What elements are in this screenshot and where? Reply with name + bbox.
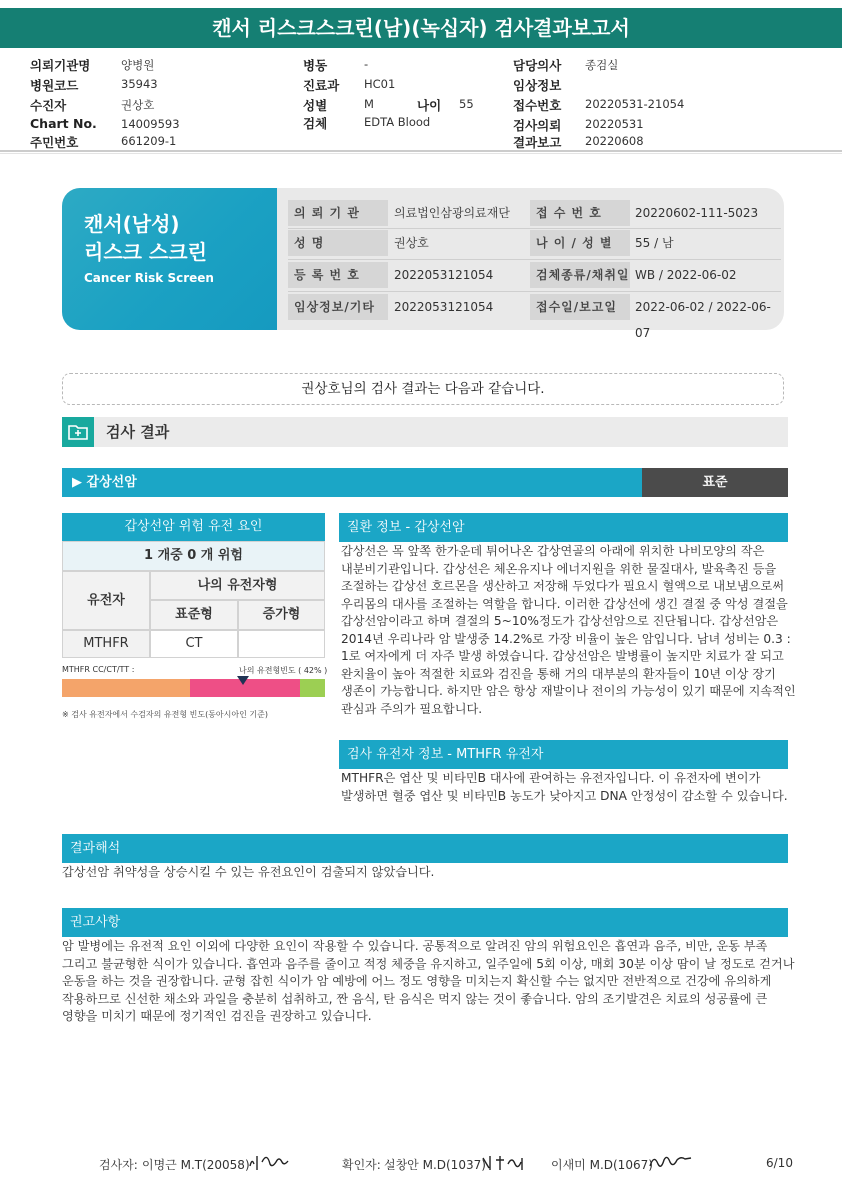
disease-info-line: 2014년 우리나라 암 발생중 14.2%로 가장 비율이 높은 암입니다. 남녀 성비는 0.3 : xyxy=(341,631,791,646)
card-value-age-sex: 55 / 남 xyxy=(635,236,674,250)
ward-value: - xyxy=(364,57,369,71)
disease-info-line: 완치율이 높아 적절한 치료와 검진을 통해 거의 대부분의 환자들이 10년 이상 장기 xyxy=(341,666,776,681)
report-title: 캔서 리스크스크린(남)(녹십자) 검사결과보고서 xyxy=(0,8,842,48)
card-label-dates: 접수일/보고일 xyxy=(530,294,630,320)
recommendation-line: 암 발병에는 유전적 요인 이외에 다양한 요인이 작용할 수 있습니다. 공통적으로 알려진 암의 위험요인은 흡연과 음주, 비만, 운동 부족 xyxy=(62,939,768,953)
gene-info-header: 검사 유전자 정보 - MTHFR 유전자 xyxy=(339,740,788,769)
disease-info-line: 우리몸의 대사를 조절하는 역할을 합니다. 이러한 갑상선에 생긴 결절 중 악성 결절을 xyxy=(341,596,788,611)
disease-info-line: 내분비기관입니다. 갑상선은 체온유지나 에너지원을 위한 물질대사, 발육촉진 등을 xyxy=(341,561,777,576)
card-subtitle: Cancer Risk Screen xyxy=(84,271,214,285)
chart-value: 14009593 xyxy=(121,117,180,131)
doctor-value: 종검실 xyxy=(585,58,619,72)
gene-info-text xyxy=(341,770,788,805)
section-header xyxy=(62,417,788,447)
confirmer-2-name: 이새미 M.D(1067) xyxy=(551,1158,653,1172)
card-value-name: 권상호 xyxy=(394,236,429,250)
age-label: 나이 xyxy=(417,98,442,113)
freq-marker-icon xyxy=(237,676,249,685)
page-number: 6/10 xyxy=(766,1156,793,1170)
chart-label: Chart No. xyxy=(30,116,97,131)
report-date-value: 20220608 xyxy=(585,134,644,148)
confirmer-2-signature xyxy=(648,1150,694,1172)
frequency-note: ※ 검사 유전자에서 수검자의 유전형 빈도(동아시아인 기준) xyxy=(62,710,268,719)
recommendation-line: 영향을 미치기 때문에 정기적인 검진을 권장하고 있습니다. xyxy=(62,1009,372,1023)
card-label-specimen: 검체종류/채취일 xyxy=(530,262,630,288)
ward-label: 병동 xyxy=(303,58,328,73)
recommendation-line: 그리고 불균형한 식이가 있습니다. 흡연과 음주를 줄이고 적정 체중을 유지하고, 일주일에 5회 이상, 매회 30분 이상 땀이 날 정도로 걷거나 xyxy=(62,956,795,971)
clinical-label: 임상정보 xyxy=(513,78,562,93)
specimen-value: EDTA Blood xyxy=(364,115,431,129)
card-label-inst: 의 뢰 기 관 xyxy=(288,200,388,226)
gene-table-title: 갑상선암 위험 유전 요인 xyxy=(62,513,325,541)
result-notice: 권상호님의 검사 결과는 다음과 같습니다. xyxy=(62,373,784,405)
card-value-clinical: 2022053121054 xyxy=(394,300,494,314)
tester-signature xyxy=(246,1150,290,1174)
meta-divider xyxy=(0,150,842,152)
patient-label: 수진자 xyxy=(30,98,67,113)
patient-value: 권상호 xyxy=(121,98,155,112)
sex-label: 성별 xyxy=(303,98,328,113)
disease-info-line: 생존이 가능합니다. 하지만 암은 항상 재발이나 전이의 가능성이 있기 때문에 지속적인 xyxy=(341,684,796,698)
card-row-line xyxy=(288,259,781,260)
dept-label: 진료과 xyxy=(303,78,340,93)
freq-genotypes-label: MTHFR CC/CT/TT : xyxy=(62,665,135,674)
sex-value: M xyxy=(364,97,374,111)
freq-marker-label: 나의 유전형빈도 ( 42% ) xyxy=(239,666,328,675)
gene-info-line: MTHFR은 엽산 및 비타민B 대사에 관여하는 유전자입니다. 이 유전자에 변이가 xyxy=(341,771,761,785)
gene-name-cell: MTHFR xyxy=(62,630,150,658)
meta-divider-thin xyxy=(0,153,842,154)
genotype-frequency-bar xyxy=(62,679,325,697)
inst-value: 양병원 xyxy=(121,58,155,72)
receipt-value: 20220531-21054 xyxy=(585,97,685,111)
code-label: 병원코드 xyxy=(30,78,79,93)
gene-table-summary: 1 개중 0 개 위험 xyxy=(62,541,325,571)
card-value-inst: 의료법인삼광의료재단 xyxy=(394,206,510,220)
card-row-line xyxy=(288,291,781,292)
card-brand xyxy=(62,188,277,330)
freq-segment-tt xyxy=(300,679,325,697)
card-label-clinical: 임상정보/기타 xyxy=(288,294,388,320)
dept-value: HC01 xyxy=(364,77,396,91)
request-value: 20220531 xyxy=(585,117,644,131)
confirmer-1-signature xyxy=(480,1150,530,1174)
disease-info-header: 질환 정보 - 갑상선암 xyxy=(339,513,788,542)
interpretation-header: 결과해석 xyxy=(62,834,788,863)
disease-info-text xyxy=(341,543,796,718)
card-label-name: 성 명 xyxy=(288,230,388,256)
card-value-specimen: WB / 2022-06-02 xyxy=(635,268,737,282)
tester-label: 검사자: xyxy=(99,1158,138,1172)
disease-info-line: 갑상선은 목 앞쪽 한가운데 튀어나온 갑상연골의 아래에 위치한 나비모양의 작은 xyxy=(341,544,765,558)
card-label-reg: 등 록 번 호 xyxy=(288,262,388,288)
card-label-age-sex: 나 이 / 성 별 xyxy=(530,230,630,256)
disease-info-line: 1로 여자에게 더 자주 발생 하였습니다. 갑상선암은 발병률이 높지만 치료가 잘 되고 xyxy=(341,649,784,663)
age-value: 55 xyxy=(459,97,474,111)
disease-info-line: 갑상선암이라고 하며 결절의 5~10%정도가 갑상선암으로 진단됩니다. 갑상선암은 xyxy=(341,614,779,628)
recommendation-line: 작용하므로 신선한 채소와 과일을 충분히 섭취하고, 짠 음식, 탄 음식은 먹지 않는 것이 좋습니다. 암의 조기발견은 치료의 성공률에 큰 xyxy=(62,991,768,1006)
receipt-label: 접수번호 xyxy=(513,98,562,113)
gene-col-header: 유전자 xyxy=(62,571,150,630)
increased-type-header: 증가형 xyxy=(238,600,325,630)
card-title-2: 리스크 스크린 xyxy=(84,240,207,264)
rrn-value: 661209-1 xyxy=(121,134,177,148)
report-date-label: 결과보고 xyxy=(513,135,562,150)
freq-segment-cc xyxy=(62,679,190,697)
confirmer-1-name: 설창안 M.D(1037) xyxy=(384,1158,486,1172)
card-value-reg: 2022053121054 xyxy=(394,268,494,282)
folder-plus-icon xyxy=(62,417,94,447)
inst-label: 의뢰기관명 xyxy=(30,58,91,73)
section-title: 검사 결과 xyxy=(106,423,170,441)
disease-info-line: 관심과 주의가 필요합니다. xyxy=(341,701,483,716)
card-value-dates: 2022-06-02 / 2022-06-07 xyxy=(635,300,771,340)
gene-info-line: 발생하면 혈중 엽산 및 비타민B 농도가 낮아지고 DNA 안정성이 감소할 수 있습니다. xyxy=(341,788,788,803)
disease-info-line: 조절하는 갑상선 호르몬을 생산하고 저장해 두었다가 필요시 혈액으로 내보냄으로써 xyxy=(341,579,785,593)
specimen-label: 검체 xyxy=(303,116,328,131)
card-title-1: 캔서(남성) xyxy=(84,212,180,236)
card-label-receipt: 접 수 번 호 xyxy=(530,200,630,226)
disease-status-badge: 표준 xyxy=(642,468,788,497)
recommendation-header: 권고사항 xyxy=(62,908,788,937)
card-value-receipt: 20220602-111-5023 xyxy=(635,206,759,220)
code-value: 35943 xyxy=(121,77,158,91)
increased-genotype-cell xyxy=(238,630,325,658)
tester-name: 이명근 M.T(20058) xyxy=(142,1158,250,1172)
doctor-label: 담당의사 xyxy=(513,58,562,73)
interpretation-text: 갑상선암 취약성을 상승시킬 수 있는 유전요인이 검출되지 않았습니다. xyxy=(62,865,435,879)
recommendation-line: 운동을 하는 것을 권장합니다. 균형 잡힌 식이가 암 예방에 어느 정도 영향을 미치는지 확신할 수는 없지만 전반적으로 건강에 유의하게 xyxy=(62,974,772,988)
my-genotype-header: 나의 유전자형 xyxy=(150,571,325,600)
report-meta xyxy=(0,56,842,150)
standard-genotype-cell: CT xyxy=(150,630,238,658)
recommendation-text xyxy=(62,938,795,1026)
standard-type-header: 표준형 xyxy=(150,600,238,630)
card-row-line xyxy=(288,228,781,229)
disease-header: ▶ 갑상선암 xyxy=(62,468,642,497)
confirm-label: 확인자: xyxy=(342,1158,381,1172)
request-label: 검사의뢰 xyxy=(513,118,562,133)
rrn-label: 주민번호 xyxy=(30,135,79,150)
